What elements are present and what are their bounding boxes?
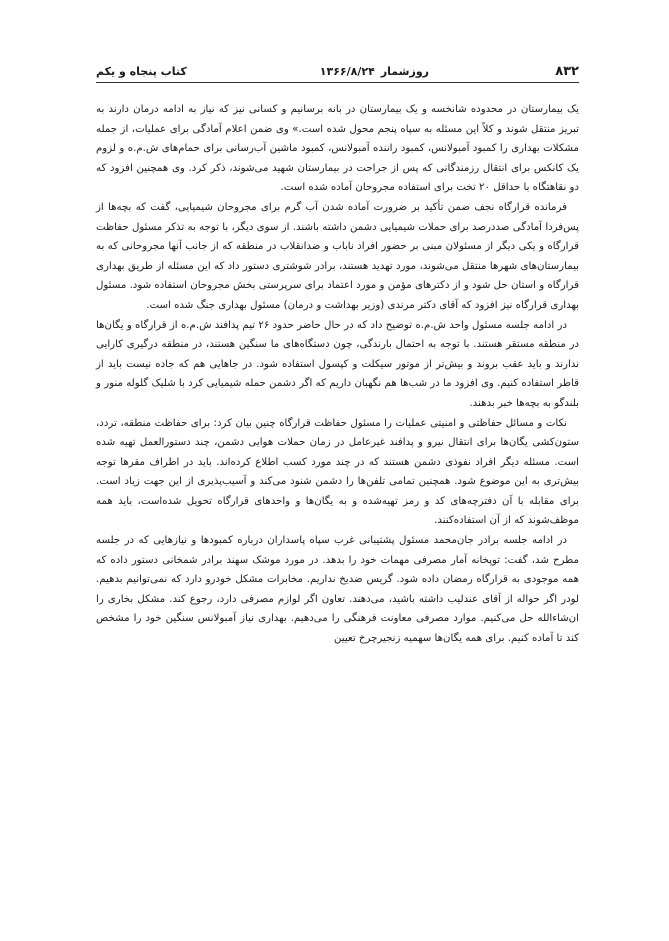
paragraph: فرمانده قرارگاه نجف ضمن تأکید بر ضرورت آماده شدن آب گرم برای مجروحان شیمیایی، گفت که بچه‌ها از پس‌فردا آمادگی صددرصد برای حملات شیمیایی دشمن داشته باشند. از سوی دیگر، با توجه به تذکر مسئول حفاظت قرارگاه و یکی دیگر از مسئولان مبنی بر حضور افراد ناباب و ضدانقلاب در منطقه که از جانب آنها مجروحانی که به بیمارستان‌های شهرها منتقل می‌شوند، مورد تهدید هستند، برادر شوشتری دستور داد که این مسئله از طریق بهداری قرارگاه و استان حل شود و از دکترهای مؤمن و مورد اعتماد برای سرپرستی بخش مجروحان استفاده شود. مسئول بهداری قرارگاه نیز افزود که آقای دکتر مرندی (وزیر بهداشت و درمان) مسئول بهداری جنگ شده است. (96, 201, 579, 311)
diary-date-group (314, 65, 429, 78)
header-rule (96, 82, 579, 83)
book-title: کتاب پنجاه و یکم (96, 65, 187, 78)
page-body (96, 100, 579, 649)
paragraph: در ادامه جلسه برادر جان‌محمد مسئول پشتیبانی غرب سپاه پاسداران درباره کمبودها و نیازهایی که در جلسه مطرح شد، گفت: توپخانه آمار مصرفی مهمات خود را بدهد. در مورد موشک سهند برادر شمخانی دستور داده که همه موجودی به قرارگاه رمضان داده شود. گریس ضدیخ نداریم. مخابرات مشکل خودرو دارد که نمی‌توانیم بدهیم. لودر اگر حواله از آقای عندلیب داشته باشید، می‌دهند. تعاون اگر لوازم مصرفی دارد، رجوع کند. مشکل بخاری را ان‌شاءالله حل می‌کنیم. موارد مصرفی معاونت فرهنگی را می‌دهیم. بهداری نیاز آمبولانس سنگین خود را مشخص کند تا آماده کنیم. برای همه یگان‌ها سهمیه زنجیرچرخ تعیین (96, 535, 579, 645)
page-number: ۸۳۲ (555, 64, 579, 79)
paragraph: در ادامه جلسه مسئول واحد ش.م.ه توضیح داد که در حال حاضر حدود ۲۶ تیم پدافند ش.م.ه از قرارگاه و یگان‌ها در منطقه مستقر هستند. با توجه به احتمال بارندگی، چون دستگاه‌های ما سنگین هستند، در منطقه درگیری کارایی ندارند و باید عقب بروند و بیش‌تر از موتور سیکلت و کپسول استفاده شود. در جاهایی هم که جاده نیست باید از قاطر استفاده کنیم. وی افزود ما در شب‌ها هم نگهبان داریم که اگر دشمن حمله شیمیایی کرد با شلیک گلوله منور و بلندگو به بچه‌ها خبر بدهند. (96, 319, 579, 409)
paragraph: نکات و مسائل حفاظتی و امنیتی عملیات را مسئول حفاظت قرارگاه چنین بیان کرد: برای حفاظت منطقه، تردد، ستون‌کشی یگان‌ها برای انتقال نیرو و پدافند غیرعامل در زمان حملات هوایی دشمن، چند دستورالعمل تهیه شده است. مسئله دیگر افراد نفوذی دشمن هستند که در چند مورد کسب اطلاع کرده‌اند. باید در اطراف مقرها توجه بیش‌تری به این موضوع شود. همچنین تمامی تلفن‌ها را دشمن شنود می‌کند و آسیب‌پذیری از این جهت زیاد است. برای مقابله با آن دفترچه‌های کد و رمز تهیه‌شده و به یگان‌ها و واحدهای قرارگاه تحویل شده‌است، باید همه موظف‌شوند که از آن استفاده‌کنند. (96, 417, 579, 527)
diary-label: روزشمار (380, 65, 429, 78)
paragraph: یک بیمارستان در محدوده شانخسه و یک بیمارستان در بانه برسانیم و کسانی نیز که نیاز به ادامه درمان دارند به تبریز منتقل شوند و کلاً این مسئله به سپاه پنجم محول شده است.» وی ضمن اعلام آمادگی برای عملیات، از جمله مشکلات بهداری را کمبود آمبولانس، کمبود راننده آمبولانس، کمبود ماشین آب‌رسانی برای حمام‌های ش.م.ه و لزوم یک کانکس برای انتقال رزمندگانی که پس از جراحت در بیمارستان شهید می‌شوند، ذکر کرد. وی همچنین افزود که دو نقاهتگاه با حداقل ۲۰ تخت برای استفاده مجروحان آماده شده است. (96, 104, 579, 194)
diary-date: ۱۳۶۶/۸/۲۴ (319, 65, 375, 78)
running-header (96, 62, 579, 84)
